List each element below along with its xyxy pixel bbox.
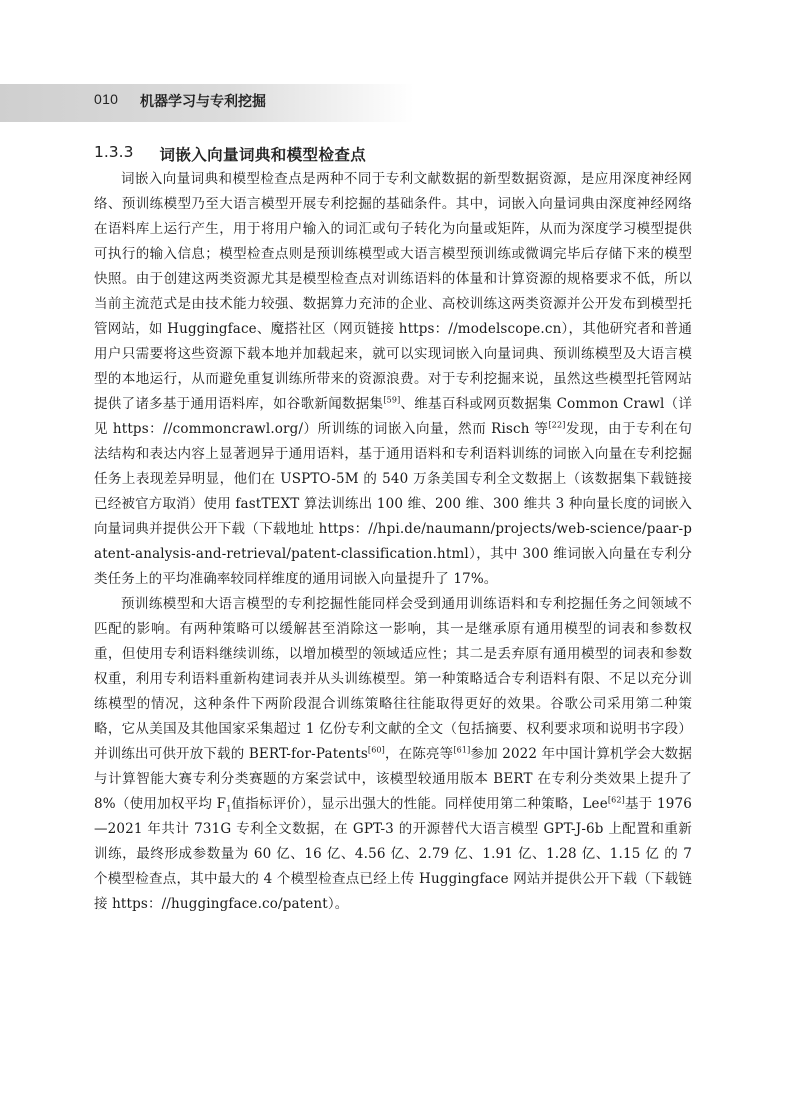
section-title: 词嵌入向量词典和模型检查点 (159, 146, 367, 164)
page-number: 010 (94, 91, 119, 107)
paragraph-1 (94, 167, 692, 592)
paragraph-2 (94, 592, 692, 917)
citation-61: [61] (453, 745, 471, 755)
paragraph-1-part-2: 、维基百科或网页数据集 Common Crawl（详见 https：//commoncrawl.org/）所训练的词嵌入向量，然而 Risch 等 (94, 396, 692, 437)
paragraph-2-part-1: 预训练模型和大语言模型的专利挖掘性能同样会受到通用训练语料和专利挖掘任务之间领域不匹配的影响。有两种策略可以缓解甚至消除这一影响，其一是继承原有通用模型的词表和参数权重，但使用专利语料继续训练，以增加模型的领域适应性；其二是丢弃原有通用模型的词表和参数权重，利用专利语料重新构建词表并从头训练模型。第一种策略适合专利语料有限、不足以充分训练模型的情况，这种条件下两阶段混合训练策略往往能取得更好的效果。谷歌公司采用第二种策略，它从美国及其他国家采集超过 1 亿份专利文献的全文（包括摘要、权利要求项和说明书字段）并训练出可供开放下载的 BERT-for-Patents (94, 596, 692, 762)
paragraph-2-part-3: 参加 2022 年中国计算机学会大数据与计算智能大赛专利分类赛题的方案尝试中，该模型较通用版本 BERT 在专利分类效果上提升了 8%（使用加权平均 F (94, 746, 692, 812)
paragraph-1-part-3: 发现，由于专利在句法结构和表达内容上显著迥异于通用语料，基于通用语料和专利语料训练的词嵌入向量在专利挖掘任务上表现差异明显，他们在 USPTO-5M 的 540 万条美国专利全文数据上（该数据集下载链接已经被官方取消）使用 fastTEXT 算法训练出 100 维、200 维、300 维共 3 种向量长度的词嵌入向量词典并提供公开下载（下载地址 https：//hpi.de/naumann/projects/web-science/paar-patent-analysis-and-retrieval/patent-classification.html），其中 300 维词嵌入向量在专利分类任务上的平均准确率较同样维度的通用词嵌入向量提升了 17%。 (94, 421, 692, 587)
running-title: 机器学习与专利挖掘 (140, 94, 266, 110)
subscript-1: 1 (226, 804, 232, 814)
body-text (94, 167, 692, 917)
citation-59: [59] (383, 395, 401, 405)
citation-62: [62] (607, 795, 625, 805)
paragraph-1-part-1: 词嵌入向量词典和模型检查点是两种不同于专利文献数据的新型数据资源，是应用深度神经网络、预训练模型乃至大语言模型开展专利挖掘的基础条件。其中，词嵌入向量词典由深度神经网络在语料库上运行产生，用于将用户输入的词汇或句子转化为向量或矩阵，从而为深度学习模型提供可执行的输入信息；模型检查点则是预训练模型或大语言模型预训练或微调完毕后存储下来的模型快照。由于创建这两类资源尤其是模型检查点对训练语料的体量和计算资源的规格要求不低，所以当前主流范式是由技术能力较强、数据算力充沛的企业、高校训练这两类资源并公开发布到模型托管网站，如 Huggingface、魔搭社区（网页链接 https：//modelscope.cn），其他研究者和普通用户只需要将这些资源下载本地并加载起来，就可以实现词嵌入向量词典、预训练模型及大语言模型的本地运行，从而避免重复训练所带来的资源浪费。对于专利挖掘来说，虽然这些模型托管网站提供了诸多基于通用语料库，如谷歌新闻数据集 (94, 171, 692, 412)
citation-22: [22] (548, 420, 566, 430)
paragraph-2-part-5: 基于 1976—2021 年共计 731G 专利全文数据，在 GPT-3 的开源替代大语言模型 GPT-J-6b 上配置和重新训练，最终形成参数量为 60 亿、16 亿、4.56 亿、2.79 亿、1.91 亿、1.28 亿、1.15 亿 的 7 个模型检查点，其中最大的 4 个模型检查点已经上传 Huggingface 网站并提供公开下载（下载链接 https：//huggingface.co/patent）。 (94, 796, 692, 912)
section-heading (94, 143, 366, 165)
paragraph-2-part-4: 值指标评价），显示出强大的性能。同样使用第二种策略，Lee (231, 796, 608, 812)
citation-60: [60] (367, 745, 385, 755)
paragraph-2-part-2: ，在陈亮等 (384, 746, 454, 762)
section-number: 1.3.3 (94, 143, 134, 161)
